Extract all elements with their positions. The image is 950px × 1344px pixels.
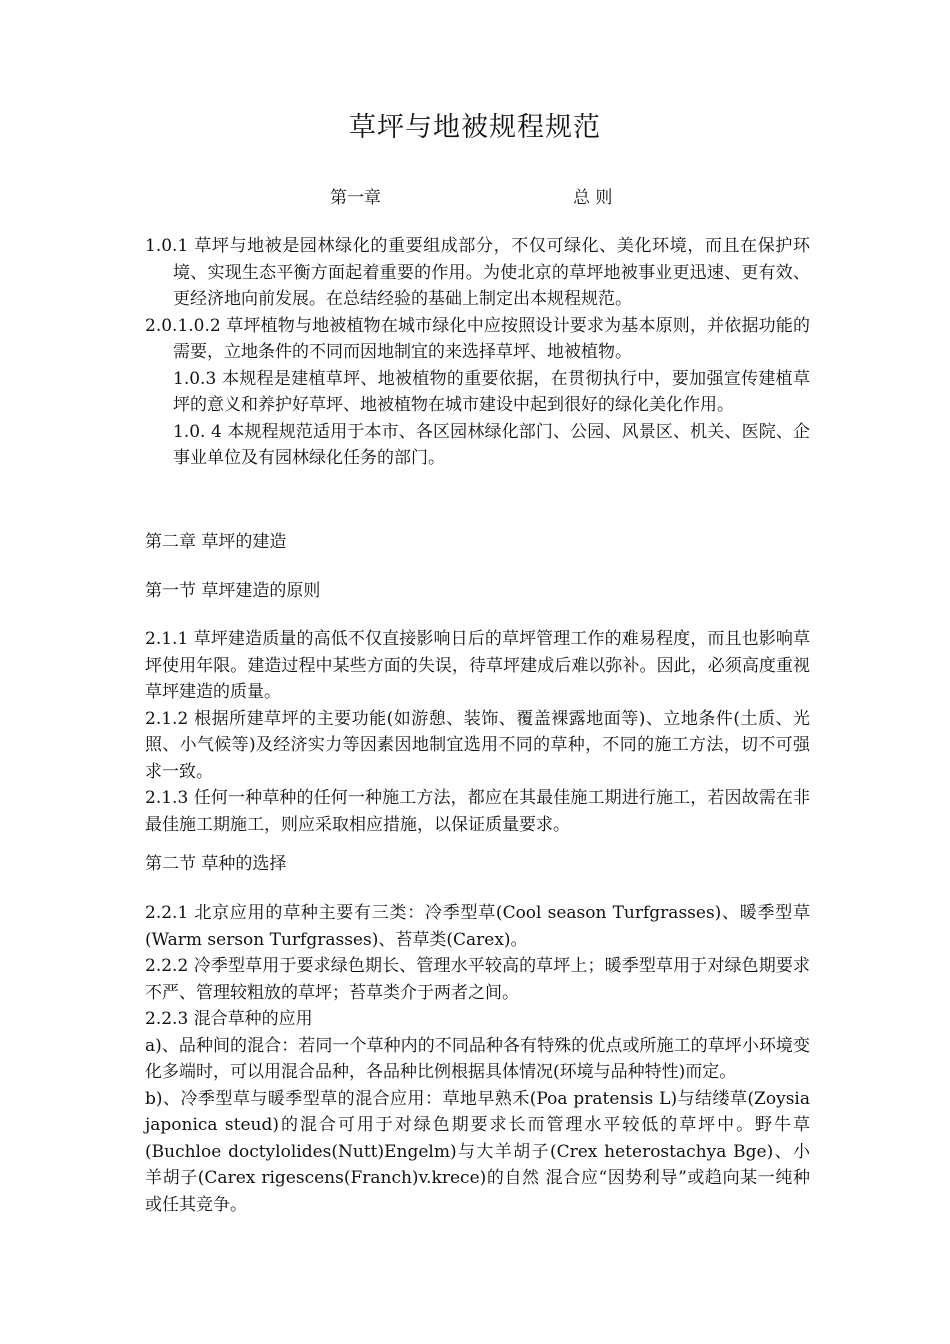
paragraph-2-1-3: 2.1.3 任何一种草种的任何一种施工方法，都应在其最佳施工期进行施工，若因故需在非最佳施工期施工，则应采取相应措施，以保证质量要求。 [145,788,810,835]
paragraph-2-1-1: 2.1.1 草坪建造质量的高低不仅直接影响日后的草坪管理工作的难易程度，而且也影响草坪使用年限。建造过程中某些方面的失误，待草坪建成后难以弥补。因此，必须高度重视草坪建造的质量。 [145,629,810,702]
paragraph-1-0-3: 1.0.3 本规程是建植草坪、地被植物的重要依据，在贯彻执行中，要加强宣传建植草坪的意义和养护好草坪、地被植物在城市建设中起到很好的绿化美化作用。 [173,368,810,415]
paragraph-2-2-3-a: a)、品种间的混合：若同一个草种内的不同品种各有特殊的优点或所施工的草坪小环境变化多端时，可以用混合品种，各品种比例根据具体情况(环境与品种特性)而定。 [145,1035,810,1082]
chapter-1-body [145,233,810,472]
paragraph-2-2-1: 2.2.1 北京应用的草种主要有三类：冷季型草(Cool season Turfgrasses)、暖季型草(Warm serson Turfgrasses)、苔草类(Carex)。 [145,903,810,950]
chapter-1-name: 总 则 [573,188,613,208]
chapter-1-number: 第一章 [330,188,381,208]
paragraph-2-1-2: 2.1.2 根据所建草坪的主要功能(如游憩、装饰、覆盖裸露地面等)、立地条件(土质、光照、小气候等)及经济实力等因素因地制宜选用不同的草种，不同的施工方法，切不可强求一致。 [145,708,810,782]
chapter-2-heading: 第二章 草坪的建造 [145,532,287,552]
paragraph-1-0-1: 1.0.1 草坪与地被是园林绿化的重要组成部分，不仅可绿化、美化环境，而且在保护环境、实现生态平衡方面起着重要的作用。为使北京的草坪地被事业更迅速、更有效、更经济地向前发展。在总结经验的基础上制定出本规程规范。 [145,236,810,309]
section-2-heading: 第二节 草种的选择 [145,854,287,874]
section-1-body [145,626,810,838]
section-1-heading: 第一节 草坪建造的原则 [145,581,321,601]
section-2-body [145,900,810,1218]
paragraph-2-2-3: 2.2.3 混合草种的应用 [145,1009,313,1029]
paragraph-1-0-2: 2.0.1.0.2 草坪植物与地被植物在城市绿化中应按照设计要求为基本原则，并依据功能的需要，立地条件的不同而因地制宜的来选择草坪、地被植物。 [145,315,810,362]
paragraph-2-2-2: 2.2.2 冷季型草用于要求绿色期长、管理水平较高的草坪上；暖季型草用于对绿色期要求不严、管理较粗放的草坪；苔草类介于两者之间。 [145,956,810,1003]
paragraph-2-2-3-b: b)、冷季型草与暖季型草的混合应用：草地早熟禾(Poa pratensis L)与结缕草(Zoysia japonica steud)的混合可用于对绿色期要求长而管理水平较低的草坪中。野牛草(Buchloe doctylolides(Nutt)Engelm)与大羊胡子(Crex heterostachya Bge)、小羊胡子(Carex rigescens(Franch)v.krece)的自然 混合应“因势利导”或趋向某一纯种或任其竞争。 [145,1088,810,1215]
document-title: 草坪与地被规程规范 [349,112,601,143]
paragraph-1-0-4: 1.0. 4 本规程规范适用于本市、各区园林绿化部门、公园、风景区、机关、医院、企事业单位及有园林绿化任务的部门。 [173,421,810,468]
